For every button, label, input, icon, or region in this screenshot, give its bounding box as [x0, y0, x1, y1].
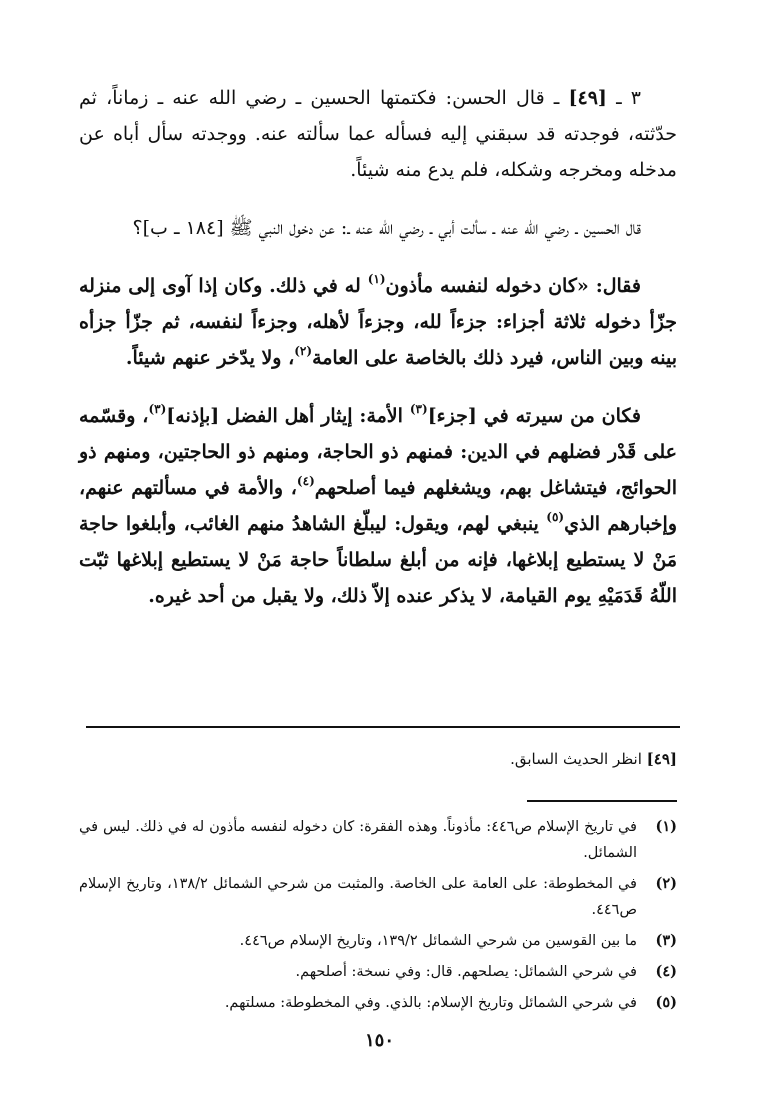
text-segment: له في ذلك. وكان إذا آوى إلى منزله جزّأ دخوله ثلاثة أجزاء: جزءاً لله، وجزءاً لأهله، وجزءاً لنفسه، ثم جزّأ جزأه بينه وبين الناس، فيرد ذلك بالخاصة على العامة	[79, 275, 677, 369]
hadith-number: ٣ ـ	[606, 87, 641, 109]
footnote-text: في المخطوطة: على العامة على الخاصة. والمثبت من شرحي الشمائل ١٣٨/٢، وتاريخ الإسلام ص٤٤٦.	[79, 876, 637, 918]
text-segment: الأمة: إيثار أهل الفضل [بإذنه]	[166, 405, 410, 427]
footnote-marker[interactable]: (١)	[367, 271, 386, 286]
footnote-divider	[527, 800, 677, 802]
footnotes	[79, 814, 677, 1021]
paragraph-conduct	[79, 398, 677, 614]
text-segment: ، ولا يدّخر عنهم شيئاً.	[125, 347, 295, 369]
paragraph-hadith-49	[79, 80, 677, 188]
footnote-number: (٢)	[655, 875, 677, 892]
footnote-item	[79, 928, 677, 954]
footnote-item	[79, 814, 677, 866]
page-number: ١٥٠	[364, 1030, 394, 1051]
footnote-item	[79, 990, 677, 1016]
footnote-marker[interactable]: (٣)	[409, 401, 428, 416]
text-segment: فكان من سيرته في [جزء]	[427, 405, 641, 427]
text-segment: ، وقسّمه على قَدْر فضلهم في الدين: فمنهم ذو الحاجة، ومنهم ذو الحاجتين، ومنهم ذو الحوائج، فيتشاغل بهم، ويشغلهم فيما أصلحهم	[79, 405, 677, 499]
text-segment: ينبغي لهم، ويقول: ليبلّغ الشاهدُ منهم الغائب، وأبلغوا حاجة مَنْ لا يستطيع إبلاغها، فإنه من أبلغ سلطاناً حاجة مَنْ لا يستطيع إبلاغها ثبّت اللّهُ قَدَمَيْهِ يوم القيامة، لا يذكر عنده إلاّ ذلك، ولا يقبل من أحد غيره.	[79, 513, 677, 607]
paragraph-text: ـ قال الحسن: فكتمتها الحسين ـ رضي الله عنه ـ زماناً، ثم حدّثته، فوجدته قد سبقني إليه فسأله عما سألته عنه. ووجدته سأل أباه عن مدخله ومخرجه وشكله، فلم يدع منه شيئاً.	[79, 87, 677, 181]
footnote-number: (٣)	[655, 932, 677, 949]
text-segment: ، والأمة في مسألتهم عنهم، وإخبارهم الذي	[79, 477, 677, 535]
section-divider	[86, 726, 680, 728]
footnote-text: في شرحي الشمائل وتاريخ الإسلام: بالذي. وفي المخطوطة: مسلتهم.	[224, 995, 637, 1011]
footnote-text: في شرحي الشمائل: يصلحهم. قال: وفي نسخة: أصلحهم.	[295, 964, 637, 980]
footnote-item	[79, 871, 677, 923]
paragraph-question	[79, 210, 677, 246]
footnote-text: في تاريخ الإسلام ص٤٤٦: مأذوناً. وهذه الفقرة: كان دخوله لنفسه مأذون له في ذلك. ليس في الشمائل.	[79, 819, 637, 861]
footnote-number: (٤)	[655, 963, 677, 980]
paragraph-text: قال الحسين ـ رضي الله عنه ـ سألت أبي ـ رضي الله عنه ـ: عن دخول النبي ﷺ [١٨٤ ـ ب]؟	[132, 217, 641, 239]
source-note	[79, 746, 677, 772]
footnote-number: (٥)	[655, 994, 677, 1011]
hadith-ref: [٤٩]	[568, 87, 607, 109]
footnote-marker[interactable]: (٣)	[148, 401, 167, 416]
text-segment: فقال: «كان دخوله لنفسه مأذون	[385, 275, 641, 297]
footnote-marker[interactable]: (٢)	[294, 343, 313, 358]
source-text: انظر الحديث السابق.	[510, 750, 647, 768]
footnote-marker[interactable]: (٤)	[296, 473, 315, 488]
footnote-number: (١)	[655, 818, 677, 835]
footnote-text: ما بين القوسين من شرحي الشمائل ١٣٩/٢، وتاريخ الإسلام ص٤٤٦.	[239, 933, 637, 949]
paragraph-answer	[79, 268, 677, 376]
footnote-item	[79, 959, 677, 985]
main-text	[79, 80, 677, 614]
footnote-marker[interactable]: (٥)	[546, 509, 565, 524]
source-ref: [٤٩]	[646, 750, 677, 768]
